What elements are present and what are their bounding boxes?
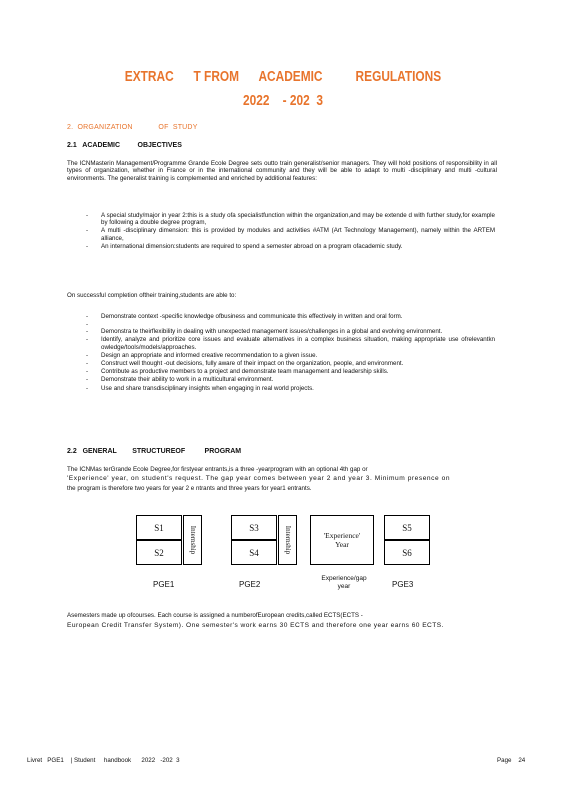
- structure-para-line3: the program is therefore two years for year 2 e ntrants and three years for year1 entrants.: [67, 485, 312, 492]
- list-item: - A special study/major in year 2:this is a study ofa specialistfunction within the organization,and may be extende d with further study,for example by following a double degree program,: [67, 212, 495, 226]
- structure-para-line2: 'Experience' year, on student's request. The gap year comes between year 2 and year 3. Minimum presence on: [67, 475, 451, 482]
- list-item: - Identify, analyze and prioritize core issues and evaluate alternatives in a complex business situation, making appropriate use ofrelevantkn owledge/tools/models/approaches.: [67, 336, 495, 350]
- semester-label: S1: [154, 522, 164, 533]
- list-item: - An international dimension:students are required to spend a semester abroad on a program ofacademic study.: [67, 243, 495, 250]
- list-item: - Demonstrate their ability to work in a multicultural environment.: [67, 376, 495, 383]
- outcomes-list: [67, 313, 495, 393]
- semester-label: S4: [249, 547, 259, 558]
- ects-para-line1: Asemesters made up ofcourses. Each course is assigned a numberofEuropean credits,called ECTS(ECTS -: [67, 612, 363, 619]
- internship-label: Internship: [283, 525, 292, 555]
- internship-1-box: [183, 515, 202, 565]
- page-number: Page 24: [497, 757, 526, 764]
- section-2-1-heading: 2.1 ACADEMIC OBJECTIVES: [67, 142, 182, 149]
- internship-2-box: [278, 515, 297, 565]
- internship-label: Internship: [188, 525, 197, 555]
- experience-year-box: [310, 515, 374, 565]
- pge2-label: PGE2: [239, 580, 261, 589]
- experience-year-label: 'Experience' Year: [323, 531, 361, 549]
- semester-s6-box: [384, 540, 430, 565]
- structure-para-line1: The ICNMas terGrande Ecole Degree,for firstyear entrants,is a three -yearprogram with an optional 4th gap or: [67, 466, 368, 473]
- objectives-intro: The ICNMasterin Management/Programme Grande Ecole Degree sets outto train generalist/senior managers. They will hold positions of responsibility in all types of organization, whether in France or in the international community and they will be able to adapt to multi -disciplinary and multi -cultural environments. The generalist training is complemented and enriched by additional features:: [67, 160, 497, 182]
- document-title-line2: 2022 - 202 3: [242, 93, 323, 109]
- ects-para-line2: European Credit Transfer System). One semester's work earns 30 ECTS and therefore one year earns 60 ECTS.: [67, 622, 444, 629]
- semester-s1-box: [136, 515, 182, 540]
- footer-left: Livret PGE1 | Student handbook 2022 -202 3: [27, 757, 180, 764]
- list-item: - Demonstrate context -specific knowledge ofbusiness and communicate this effectively in written and oral form.: [67, 313, 495, 320]
- section-2-2-heading: 2.2 GENERAL STRUCTUREOF PROGRAM: [67, 448, 242, 455]
- list-item: - Construct well thought -out decisions, fully aware of their impact on the organization, people, and environment.: [67, 360, 495, 367]
- outcomes-intro: On successful completion oftheir training,students are able to:: [67, 292, 237, 299]
- list-item: - Design an appropriate and informed creative recommendation to a given issue.: [67, 352, 495, 359]
- semester-s4-box: [231, 540, 277, 565]
- list-item: - A multi -disciplinary dimension: this is provided by modules and activities #ATM (Art Technology Management), namely within the ARTEM alliance,: [67, 227, 495, 241]
- semester-label: S2: [154, 547, 164, 558]
- program-structure-diagram: [136, 515, 436, 601]
- semester-label: S3: [249, 522, 259, 533]
- list-item: [67, 321, 495, 327]
- semester-label: S5: [402, 522, 412, 533]
- semester-s3-box: [231, 515, 277, 540]
- section-2-heading: 2. ORGANIZATION OF STUDY: [67, 124, 198, 131]
- semester-label: S6: [402, 547, 412, 558]
- semester-s2-box: [136, 540, 182, 565]
- list-item: - Use and share transdisciplinary insights when engaging in real world projects.: [67, 385, 495, 392]
- features-list: [67, 212, 495, 251]
- pge3-label: PGE3: [392, 580, 414, 589]
- pge1-label: PGE1: [153, 580, 175, 589]
- semester-s5-box: [384, 515, 430, 540]
- list-item: - Demonstra te theirflexibility in dealing with unexpected management issues/challenges in a global and evolving environment.: [67, 328, 495, 335]
- list-item: - Contribute as productive members to a project and demonstrate team management and leadership skills.: [67, 368, 495, 375]
- gap-year-label: Experience/gap year: [321, 575, 367, 590]
- document-title-line1: EXTRAC T FROM ACADEMIC REGULATIONS: [124, 69, 442, 85]
